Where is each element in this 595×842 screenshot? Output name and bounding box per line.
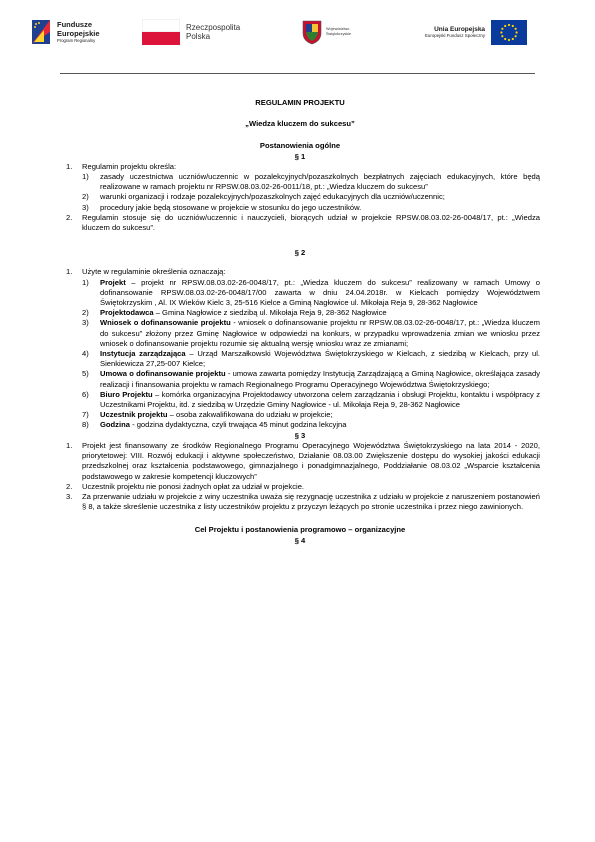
definition-term: Instytucja zarządzająca <box>100 349 186 359</box>
definition-item <box>60 390 540 410</box>
definition-item <box>60 318 540 349</box>
logo-fundusze-europejskie <box>30 12 100 52</box>
item-number: 5) <box>82 369 89 379</box>
item-number: 1. <box>66 161 73 171</box>
definition-text: – projekt nr RPSW.08.03.02-26-0048/17, pt.: „Wiedza kluczem do sukcesu” realizowany w ramach Umowy o dofinansowanie RPSW.08.03.02-26-0048/17/00 zawarta w dniu 24.04.2018r. w Kielcach pomiędzy Województwem Świętokrzyskim , Al. IX Wieków Kielc 3, 25-516 Kielce a Gminą Nagłowice ul. Mikołaja Reja 9, 28-362 Nagłowice <box>100 277 540 308</box>
list-item <box>60 192 540 202</box>
definition-term: Projektodawca <box>100 308 154 318</box>
definition-text: – komórka organizacyjna Projektodawcy utworzona celem zarządzania i obsługi Projektu, kontaktu i współpracy z Uczestnikami Projektu, itd. z siedzibą w Urzędzie Gminy Nagłowice - ul. Mikołaja Reja 9, 28-362 Nagłowice <box>100 389 540 410</box>
fe-line2: Europejskie <box>57 28 100 38</box>
list-item <box>60 213 540 233</box>
ue-sub: Europejski Fundusz Społeczny <box>425 33 486 39</box>
item-number: 1. <box>66 440 73 450</box>
fundusze-europejskie-icon <box>30 18 52 46</box>
project-name: „Wiedza kluczem do sukcesu” <box>245 119 355 129</box>
definition-text: – Urząd Marszałkowski Województwa Świętokrzyskiego w Kielcach, z siedzibą w Kielcach, przy ul. Sienkiewicza 27,25-007 Kielce; <box>100 349 540 369</box>
ue-line1: Unia Europejska <box>434 25 486 33</box>
paragraph-2-heading: § 2 <box>294 248 306 258</box>
item-number: 7) <box>82 410 89 420</box>
paragraph-3-heading: § 3 <box>294 430 306 440</box>
item-text: Za przerwanie udziału w projekcie z winy uczestnika uważa się rezygnację uczestnika z udziału w projekcie z naruszeniem postanowień § 8, a także skreślenie uczestnika z listy uczestników projektu z przyczyn leżących po stronie uczestnika i przez niego zawinionych. <box>82 491 540 512</box>
item-text: Projekt jest finansowany ze środków Regionalnego Programu Operacyjnego Województwa Świętokrzyskiego na lata 2014 - 2020, priorytetowej: VIII. Rozwój edukacji i aktywne społeczeństwo, Działanie 08.03.00 Zwiększenie dostępu do wysokiej jakości edukacji przedszkolnej oraz kształcenia podstawowego, gimnazjalnego i ponadgimnazjalnego, Poddziałanie 08.03.02 „Wsparcie kształcenia podstawowego w zakresie kompetencji kluczowych” <box>82 440 540 481</box>
item-number: 3) <box>82 202 89 212</box>
fe-sub: Program Regionalny <box>57 38 96 43</box>
definition-item <box>60 369 540 389</box>
sw-line2: Świętokrzyskie <box>326 32 352 36</box>
definition-term: Godzina <box>100 420 130 430</box>
document-title: REGULAMIN PROJEKTU <box>255 98 345 107</box>
definition-item <box>60 410 540 420</box>
definition-term: Uczestnik projektu <box>100 410 168 420</box>
definition-term: Wniosek o dofinansowanie projektu <box>100 318 231 328</box>
definition-item <box>60 308 540 318</box>
item-number: 1) <box>82 172 89 182</box>
item-number: 6) <box>82 389 89 399</box>
list-item <box>60 162 540 172</box>
item-number: 2. <box>66 212 73 222</box>
definition-item <box>60 278 540 309</box>
paragraph-4-heading: § 4 <box>294 535 306 545</box>
list-item <box>60 172 540 192</box>
list-item <box>60 492 540 512</box>
definition-item <box>60 349 540 369</box>
list-item <box>60 482 540 492</box>
item-number: 2) <box>82 192 89 202</box>
item-text: Regulamin stosuje się do uczniów/uczennic i nauczycieli, biorących udział w projekcie RPSW.08.03.02-26-0048/17, pt.: „Wiedza kluczem do sukcesu”. <box>82 212 540 233</box>
item-number: 2) <box>82 308 89 318</box>
item-number: 3. <box>66 491 73 501</box>
definition-term: Umowa o dofinansowanie projektu <box>100 369 226 379</box>
header-logos <box>30 12 565 52</box>
definition-term: Projekt <box>100 277 126 287</box>
item-text: procedury jakie będą stosowane w projekcie w stosunku do jego uczestników. <box>100 202 362 212</box>
logo-swietokrzyskie <box>302 12 351 52</box>
definition-term: Biuro Projektu <box>100 389 153 399</box>
rp-line2: Polska <box>186 32 211 41</box>
coat-of-arms-icon <box>302 19 322 45</box>
section-goal-heading: Cel Projektu i postanowienia programowo – organizacyjne <box>194 525 406 535</box>
eu-flag-icon <box>491 20 527 45</box>
item-text: Użyte w regulaminie określenia oznaczają: <box>82 267 226 277</box>
definition-text: - umowa zawarta pomiędzy Instytucją Zarządzającą a Gminą Nagłowice, określająca zasady realizacji i finansowania projektu w ramach Regionalnego Programu Operacyjnego Województwa Świętokrzyskiego; <box>100 369 540 389</box>
item-number: 1) <box>82 277 89 287</box>
item-text: zasady uczestnictwa uczniów/uczennic w pozalekcyjnych/pozaszkolnych bezpłatnych zajęciach edukacyjnych, które będą realizowane w ramach projektu nr RPSW.08.03.02-26-0011/18, pt.: „Wiedza kluczem do sukcesu” <box>100 172 540 192</box>
logo-unia-europejska <box>425 12 527 52</box>
item-text: Uczestnik projektu nie ponosi żadnych opłat za udział w projekcie. <box>82 481 305 491</box>
regulation-document <box>60 98 540 546</box>
item-number: 3) <box>82 318 89 328</box>
list-item <box>60 441 540 482</box>
list-item <box>60 203 540 213</box>
definition-item <box>60 420 540 430</box>
item-number: 4) <box>82 349 89 359</box>
header-divider <box>60 73 535 74</box>
definition-text: – osoba zakwalifikowana do udziału w projekcie; <box>167 410 333 420</box>
polish-flag-icon <box>142 19 180 45</box>
list-item <box>60 267 540 277</box>
item-number: 2. <box>66 481 73 491</box>
rp-line1: Rzeczpospolita <box>186 23 241 32</box>
logo-rzeczpospolita-polska <box>142 12 240 52</box>
paragraph-1-heading: § 1 <box>294 151 306 161</box>
definition-text: – Gmina Nagłowice z siedzibą ul. Mikołaja Reja 9, 28-362 Nagłowice <box>153 308 387 318</box>
fe-line1: Fundusze <box>57 20 92 29</box>
item-text: Regulamin projektu określa: <box>82 161 177 171</box>
sw-line1: Województwo <box>326 27 350 32</box>
definition-text: - godzina dydaktyczna, czyli trwająca 45 minut godzina lekcyjna <box>129 420 347 430</box>
item-number: 1. <box>66 267 73 277</box>
item-number: 8) <box>82 420 89 430</box>
item-text: warunki organizacji i rodzaje pozalekcyjnych/pozaszkolnych zajęć edukacyjnych dla uczniów/uczennic; <box>100 192 445 202</box>
section-general-heading: Postanowienia ogólne <box>259 141 341 151</box>
definition-text: - wniosek o dofinansowanie projektu nr RPSW.08.03.02-26-0048/17, pt.: „Wiedza kluczem do sukcesu” złożony przez Gminę Nagłowice w odpowiedzi na konkurs, w przypadku wprowadzenia zmian we wniosku przez wniosek o dofinansowanie projektu rozumie się aktualną wersję wniosku wraz ze zmianami; <box>100 318 540 348</box>
